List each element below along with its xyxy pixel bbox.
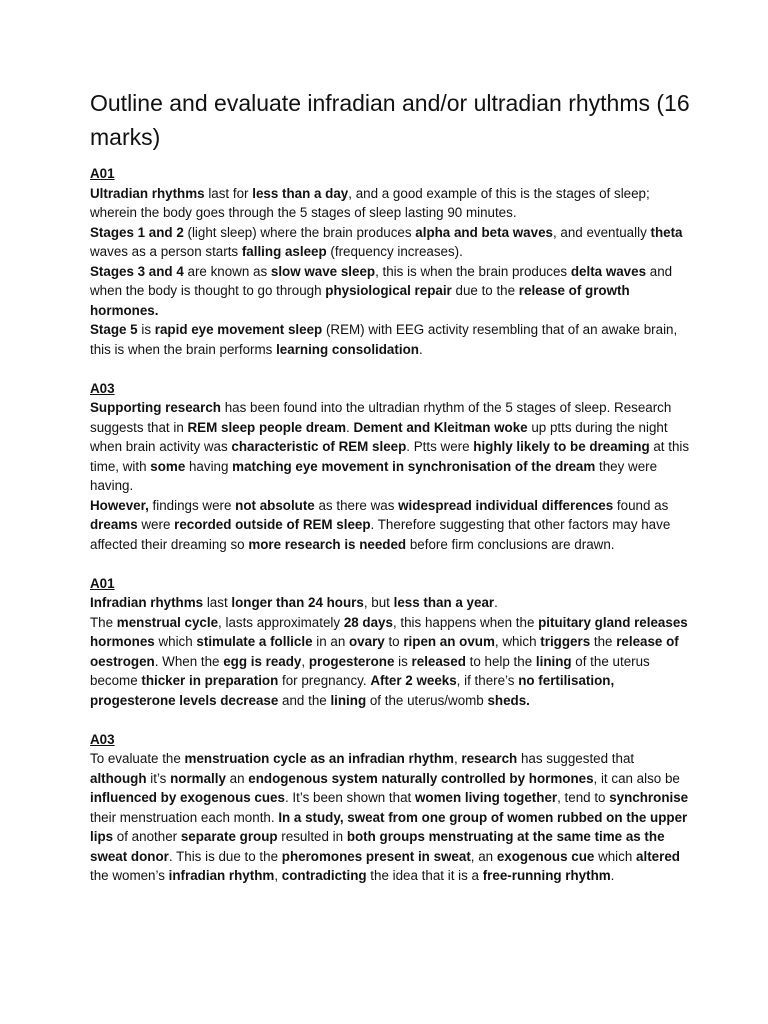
text-run: (frequency increases). xyxy=(326,244,463,259)
text-run: The xyxy=(90,614,117,630)
document-page xyxy=(90,86,690,905)
bold-text: ovary xyxy=(349,634,385,649)
bold-text: lining xyxy=(535,653,572,669)
text-run: . xyxy=(610,868,615,883)
bold-text: Stages 1 and 2 xyxy=(90,224,184,240)
bold-text: egg is ready xyxy=(223,653,302,669)
paragraph xyxy=(90,496,690,555)
paragraph xyxy=(90,749,690,886)
text-run: are known as xyxy=(183,263,271,279)
text-run: . xyxy=(494,595,498,610)
text-run: were xyxy=(137,517,175,532)
bold-text: theta xyxy=(650,224,683,240)
bold-text: slow wave sleep xyxy=(270,263,376,279)
text-run: , but xyxy=(363,595,394,610)
paragraph xyxy=(90,613,690,711)
bold-text: stimulate a follicle xyxy=(196,634,313,649)
section-4 xyxy=(90,730,690,886)
bold-text: delta waves xyxy=(570,263,647,279)
text-run: of the uterus become xyxy=(90,653,650,688)
text-run: . This is due to the xyxy=(168,848,282,864)
section-3 xyxy=(90,574,690,711)
bold-text: altered xyxy=(636,848,680,864)
bold-text: triggers xyxy=(540,634,591,649)
text-run: , tend to xyxy=(557,790,610,805)
text-run: has suggested that xyxy=(517,751,635,766)
text-run: the women’s xyxy=(90,868,169,883)
text-run: , an xyxy=(470,848,497,864)
paragraph xyxy=(90,593,690,613)
text-run: waves as a person starts xyxy=(90,244,242,259)
bold-text: release of growth hormones. xyxy=(90,283,630,318)
bold-text: sheds. xyxy=(487,692,530,708)
bold-text: menstruation cycle as an infradian rhythm xyxy=(184,751,454,766)
text-run: , xyxy=(301,653,309,669)
bold-text: widespread individual differences xyxy=(398,497,614,513)
bold-text: Dement and Kleitman woke xyxy=(353,419,528,435)
text-run: has been found into the ultradian rhythm of the 5 stages of sleep. Research suggests that in xyxy=(90,400,672,435)
text-run: last xyxy=(203,595,232,610)
bold-text: recorded outside of REM sleep xyxy=(174,517,371,532)
bold-text: learning consolidation xyxy=(276,341,419,357)
bold-text: more research is needed xyxy=(248,536,407,552)
section-heading: A01 xyxy=(90,166,115,181)
bold-text: matching eye movement in synchronisation of the dream xyxy=(232,458,596,474)
bold-text: less than a day xyxy=(252,185,349,201)
bold-text: physiological repair xyxy=(325,283,452,298)
bold-text: infradian rhythm xyxy=(168,868,275,883)
bold-text: pheromones present in sweat xyxy=(281,848,471,864)
text-run: , if there’s xyxy=(456,673,519,688)
text-run: to help the xyxy=(465,653,536,669)
bold-text: released xyxy=(411,653,466,669)
bold-text: less than a year xyxy=(393,595,495,610)
text-run: . It’s been shown that xyxy=(284,790,415,805)
text-run: resulted in xyxy=(277,829,347,844)
bold-text: both groups menstruating at the same time as the sweat donor xyxy=(90,829,665,864)
text-run: last for xyxy=(204,185,253,201)
bold-text: rapid eye movement sleep xyxy=(154,322,323,337)
bold-text: women living together xyxy=(415,790,558,805)
text-run: , and eventually xyxy=(552,224,651,240)
section-heading: A01 xyxy=(90,575,115,591)
bold-text: In a study, sweat from one group of women rubbed on the upper lips xyxy=(90,809,688,844)
text-run: . xyxy=(346,419,354,435)
text-run: having xyxy=(185,458,233,474)
bold-text: no fertilisation, progesterone levels decrease xyxy=(90,673,615,708)
bold-text: release of oestrogen xyxy=(90,634,679,669)
section-heading: A03 xyxy=(90,731,115,747)
text-run: To evaluate the xyxy=(90,751,185,766)
text-run: of the uterus/womb xyxy=(366,692,488,708)
document-title: Outline and evaluate infradian and/or ultradian rhythms (16 marks) xyxy=(90,90,690,150)
text-run: (REM) with EEG activity resembling that of an awake brain, this is when the brain performs xyxy=(90,322,678,357)
text-run: . When the xyxy=(154,653,224,669)
bold-text: Supporting research xyxy=(90,400,221,415)
text-run: , which xyxy=(494,634,541,649)
bold-text: progesterone xyxy=(308,653,395,669)
text-run: . Therefore suggesting that other factors may have affected their dreaming so xyxy=(90,517,671,552)
text-run: up ptts during the night when brain activity was xyxy=(90,419,668,454)
bold-text: falling asleep xyxy=(241,244,327,259)
text-run: it’s xyxy=(146,770,171,786)
text-run: for pregnancy. xyxy=(278,673,371,688)
text-run: . xyxy=(418,341,423,357)
text-run: , this happens when the xyxy=(392,614,539,630)
text-run: findings were xyxy=(148,497,236,513)
text-run: of another xyxy=(113,829,181,844)
text-run: before firm conclusions are drawn. xyxy=(406,536,615,552)
bold-text: ripen an ovum xyxy=(403,634,495,649)
paragraph xyxy=(90,223,690,262)
text-run: which xyxy=(154,634,197,649)
text-run: , it can also be xyxy=(593,770,680,786)
document-body xyxy=(90,164,690,886)
paragraph xyxy=(90,184,690,223)
section-heading: A03 xyxy=(90,380,115,396)
bold-text: endogenous system naturally controlled by hormones xyxy=(248,770,594,786)
text-run: is xyxy=(394,653,412,669)
text-run: (light sleep) where the brain produces xyxy=(183,224,416,240)
bold-text: separate group xyxy=(180,829,278,844)
bold-text: influenced by exogenous cues xyxy=(90,790,285,805)
text-run: and the xyxy=(278,692,331,708)
bold-text: some xyxy=(150,458,186,474)
bold-text: alpha and beta waves xyxy=(415,224,553,240)
bold-text: lining xyxy=(330,692,367,708)
bold-text: not absolute xyxy=(235,497,315,513)
text-run: , this is when the brain produces xyxy=(375,263,571,279)
text-run: due to the xyxy=(451,283,519,298)
text-run: . Ptts were xyxy=(406,439,474,454)
text-run: as there was xyxy=(314,497,399,513)
bold-text: characteristic of REM sleep xyxy=(231,439,407,454)
bold-text: normally xyxy=(170,770,226,786)
text-run: the xyxy=(590,634,617,649)
text-run: their menstruation each month. xyxy=(90,809,279,825)
text-run: , xyxy=(453,751,462,766)
bold-text: thicker in preparation xyxy=(141,673,279,688)
bold-text: pituitary gland releases hormones xyxy=(90,614,688,649)
bold-text: 28 days xyxy=(343,614,393,630)
paragraph xyxy=(90,262,690,321)
bold-text: highly likely to be dreaming xyxy=(473,439,650,454)
section-2 xyxy=(90,379,690,555)
bold-text: although xyxy=(90,770,147,786)
bold-text: exogenous cue xyxy=(496,848,595,864)
bold-text: free-running rhythm xyxy=(482,868,611,883)
text-run: the idea that it is a xyxy=(366,868,483,883)
bold-text: After 2 weeks xyxy=(370,673,457,688)
bold-text: synchronise xyxy=(609,790,689,805)
bold-text: REM sleep people dream xyxy=(187,419,347,435)
text-run: , xyxy=(274,868,282,883)
bold-text: menstrual cycle xyxy=(116,614,219,630)
text-run: , lasts approximately xyxy=(218,614,344,630)
text-run: to xyxy=(384,634,404,649)
bold-text: research xyxy=(461,751,518,766)
bold-text: Stage 5 xyxy=(90,322,138,337)
bold-text: longer than 24 hours xyxy=(231,595,364,610)
bold-text: Ultradian rhythms xyxy=(90,185,205,201)
text-run: , and a good example of this is the stages of sleep; wherein the body goes through the 5 stages of sleep lasting 90 minutes. xyxy=(90,185,650,220)
bold-text: Stages 3 and 4 xyxy=(90,263,184,279)
bold-text: However, xyxy=(90,497,149,513)
text-run: they were having. xyxy=(90,458,658,493)
bold-text: Infradian rhythms xyxy=(90,595,204,610)
text-run: an xyxy=(225,770,249,786)
text-run: and when the body is thought to go through xyxy=(90,263,673,298)
paragraph xyxy=(90,320,690,359)
text-run: found as xyxy=(613,497,669,513)
text-run: at this time, with xyxy=(90,439,690,474)
text-run: which xyxy=(594,848,637,864)
bold-text: contradicting xyxy=(281,868,367,883)
section-1 xyxy=(90,164,690,359)
paragraph xyxy=(90,398,690,496)
text-run: in an xyxy=(312,634,349,649)
bold-text: dreams xyxy=(90,517,138,532)
text-run: is xyxy=(137,322,155,337)
